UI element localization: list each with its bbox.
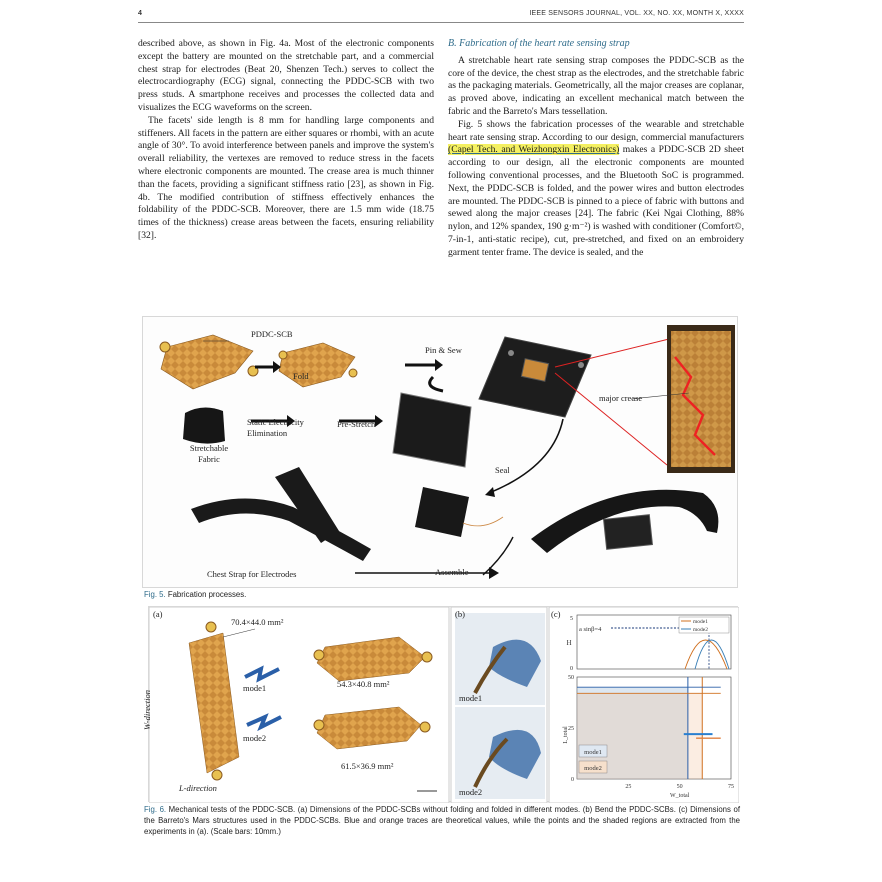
label-stretchable-fabric: Stretchable Fabric xyxy=(189,443,229,464)
header-rule xyxy=(138,22,744,23)
left-column xyxy=(138,38,434,243)
mode1-label: mode1 xyxy=(243,683,267,693)
chest-strap xyxy=(191,467,371,561)
bottom-ytick-1: 25 xyxy=(568,726,574,732)
bottom-xlabel: W_total xyxy=(670,793,690,799)
bottom-legend-mode1: mode1 xyxy=(584,749,602,756)
right-column xyxy=(448,38,744,260)
dim-flat: 70.4×44.0 mm² xyxy=(231,617,284,627)
label-major-crease: major crease xyxy=(599,393,643,403)
legend-mode2-text: mode2 xyxy=(693,627,708,633)
right-paragraph-2-a: Fig. 5 shows the fabrication processes of the wearable and stretchable heart rate sensing strap. According to our design, commercial manufacturers xyxy=(448,118,744,143)
pddc-folded xyxy=(279,343,357,387)
page-header xyxy=(138,10,744,22)
major-crease-zoom xyxy=(667,325,735,473)
label-pddc: PDDC-SCB xyxy=(251,329,293,339)
label-fold: Fold xyxy=(293,371,309,381)
top-ytick-1: 5 xyxy=(570,616,573,622)
figure-6-caption xyxy=(144,804,740,837)
legend-mode1-text: mode1 xyxy=(693,619,708,625)
seal-arrow xyxy=(489,419,563,493)
label-seal: Seal xyxy=(495,465,510,475)
w-direction-label: W-direction xyxy=(141,690,152,730)
paper-page xyxy=(124,0,758,882)
final-strap xyxy=(531,490,718,553)
l-direction-label: L-direction xyxy=(179,783,217,793)
right-paragraph-1: A stretchable heart rate sensing strap composes the PDDC-SCB as the core of the device, the chest strap as the electrodes, and the stretchable fabric as the packaging materials. Geometrically, all the major creases are coplanar, as proved above, indicating an excellent mechanical match between the fabric and the Barreto's Mars tessellation. xyxy=(448,54,744,117)
left-paragraph-1: described above, as shown in Fig. 4a. Most of the electronic components except the battery are mounted on the stretchable part, and a commercial chest strap for electrodes (Beat 20, Shenzen Tech.) serves to collect the electrocardiography (ECG) signal, connecting the PDDC-SCB with two press studs. A smartphone receives and processes the collected data and visualizes the ECG waveforms on the screen. xyxy=(138,38,434,113)
top-annotation: a sinβ=4 xyxy=(579,626,602,633)
bottom-xtick-1: 50 xyxy=(676,784,683,790)
top-plot-ylabel: H xyxy=(566,639,572,647)
figure-6 xyxy=(141,606,738,802)
panel-b-label: (b) xyxy=(455,609,465,619)
bottom-xtick-2: 75 xyxy=(728,784,734,790)
panel-c-label: (c) xyxy=(551,609,561,619)
figure-6-caption-number: Fig. 6. xyxy=(144,805,167,814)
bottom-ytick-2: 50 xyxy=(568,675,574,681)
dim-mode1: 54.3×40.8 mm² xyxy=(337,679,390,689)
right-paragraph-2 xyxy=(448,119,744,260)
figure-6-drawing xyxy=(149,607,739,803)
manufacturer-highlight: (Capel Tech. and Weizhongxin Electronics) xyxy=(448,144,620,156)
figure-5-caption-text: Fabrication processes. xyxy=(165,590,247,599)
section-heading: B. Fabrication of the heart rate sensing strap xyxy=(448,38,630,49)
right-paragraph-2-b: makes a PDDC-SCB 2D sheet according to our design, all the electronic components are mounted following conventional processes, and the Bluetooth SoC is programmed. Next, the PDDC-SCB is folded, and the power wires and button electrodes are mounted. The PDDC-SCB is pinned to a piece of fabric with buttons and sewed along the major creases [24]. The fabric (Kei Ngai Clothing, 88% nylon, and 12% spandex, 190 g·m⁻²) is washed with conditioner (Comfort©, 7-in-1, anti-static recipe), cut, pre-stretched, and fixed on an embroidery garment tenter frame. The device is sealed, and the xyxy=(448,144,744,258)
panel-a-label: (a) xyxy=(153,609,163,619)
label-prestretch: Pre-Stretch xyxy=(337,419,376,429)
panel-a-frame xyxy=(149,607,449,803)
label-static: Static Electricity Elimination xyxy=(247,417,304,438)
bottom-ylabel: L_total xyxy=(563,726,569,744)
stretchable-fabric xyxy=(183,407,225,443)
figure-5-caption-number: Fig. 5. xyxy=(144,590,166,599)
bottom-xtick-0: 25 xyxy=(625,784,632,790)
top-ytick-0: 0 xyxy=(570,666,573,672)
bottom-ytick-0: 0 xyxy=(571,777,574,783)
mode2-label: mode2 xyxy=(243,733,267,743)
figure-6-caption-text: Mechanical tests of the PDDC-SCB. (a) Dimensions of the PDDC-SCBs without folding and folded in different modes. (b) Bend the PDDC-SCBs. (c) Dimensions of the Barreto's Mars structures used in the PDDC-SCBs. Blue and orange traces are theoretical values, while the points and the shaded regions are extracted from the experiments in (a). (Scale bars: 10mm.) xyxy=(144,805,740,836)
page-number: 4 xyxy=(138,10,143,17)
bend-mode1-label: mode1 xyxy=(459,693,483,703)
device-on-fabric xyxy=(479,337,591,417)
label-pin-sew: Pin & Sew xyxy=(425,345,462,355)
fabric-on-frame xyxy=(393,393,471,467)
figure-5 xyxy=(142,316,738,588)
label-assemble: Assemble xyxy=(435,567,469,577)
journal-title: IEEE SENSORS JOURNAL, VOL. XX, NO. XX, MONTH X, XXXX xyxy=(529,10,744,17)
label-chest-strap: Chest Strap for Electrodes xyxy=(207,569,297,579)
pddc-flat-sheet xyxy=(160,335,258,389)
bend-mode2-label: mode2 xyxy=(459,787,483,797)
dim-mode2: 61.5×36.9 mm² xyxy=(341,761,394,771)
bottom-legend-mode2: mode2 xyxy=(584,765,602,772)
left-paragraph-2: The facets' side length is 8 mm for handling large components and stiffeners. All facets in the pattern are either squares or rhombi, with an acute angle of 30°. To avoid interference between panels and improve the system's overall reliability, the vertexes are removed to reduce stress in the facets where electronic components are mounted. The crease area is much thinner than the facets, providing a significant stiffness ratio [23], as shown in Fig. 4b. The modified contribution of stiffness effectively enhances the foldability of the PDDC-SCB. Moreover, there are 1.5 mm wide (18.75 times of the thickness) crease areas between the facets, ensuring reliability [32]. xyxy=(138,114,434,241)
figure-5-caption xyxy=(144,590,246,599)
